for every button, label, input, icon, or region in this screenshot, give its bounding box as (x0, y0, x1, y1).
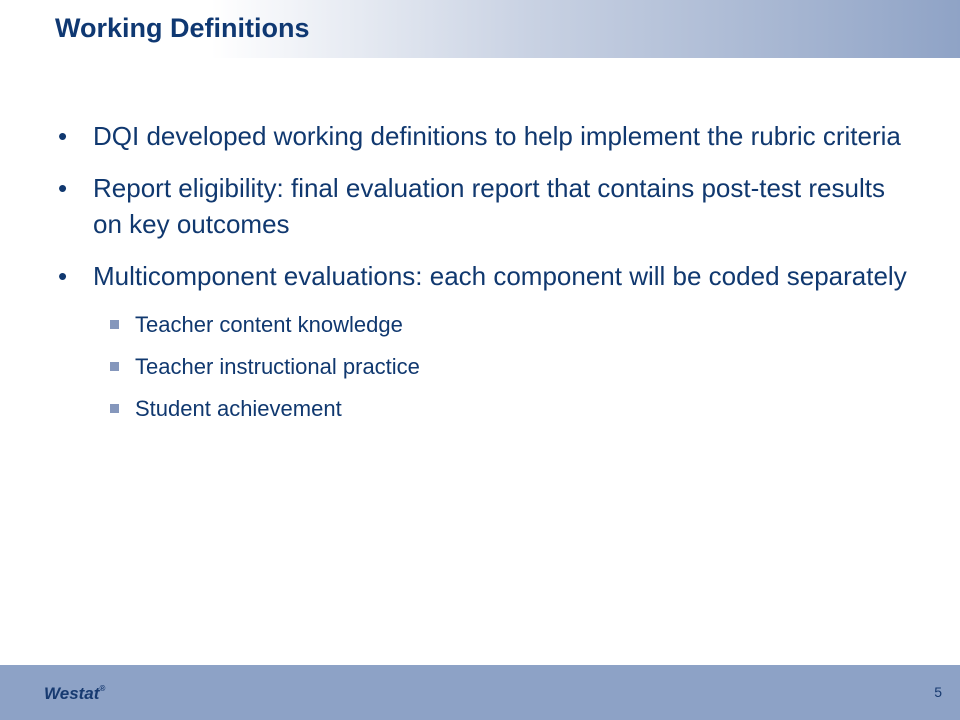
bullet-list (55, 118, 915, 294)
bullet-dot-icon: • (58, 173, 68, 203)
footer-band (0, 665, 960, 720)
sub-bullet-list (55, 310, 915, 424)
square-bullet-icon (110, 404, 119, 413)
bullet-text: Multicomponent evaluations: each component will be coded separately (93, 261, 907, 291)
sub-bullet-text: Student achievement (135, 396, 342, 421)
sub-bullet-item (93, 394, 915, 424)
bullet-text: Report eligibility: final evaluation report that contains post-test results on key outcomes (93, 173, 885, 239)
title-bar (0, 0, 960, 58)
page-number: 5 (934, 684, 942, 700)
logo-text: Westat (44, 684, 100, 703)
sub-bullet-text: Teacher instructional practice (135, 354, 420, 379)
bullet-item (55, 170, 915, 242)
bullet-dot-icon: • (58, 261, 68, 291)
bullet-item (55, 258, 915, 294)
sub-bullet-text: Teacher content knowledge (135, 312, 403, 337)
westat-logo (44, 684, 105, 704)
registered-mark: ® (99, 684, 106, 693)
slide-title: Working Definitions (55, 13, 310, 43)
sub-bullet-item (93, 310, 915, 340)
square-bullet-icon (110, 362, 119, 371)
bullet-dot-icon: • (58, 121, 68, 151)
sub-bullet-item (93, 352, 915, 382)
bullet-text: DQI developed working definitions to help implement the rubric criteria (93, 121, 901, 151)
square-bullet-icon (110, 320, 119, 329)
bullet-item (55, 118, 915, 154)
slide-content (55, 118, 915, 436)
